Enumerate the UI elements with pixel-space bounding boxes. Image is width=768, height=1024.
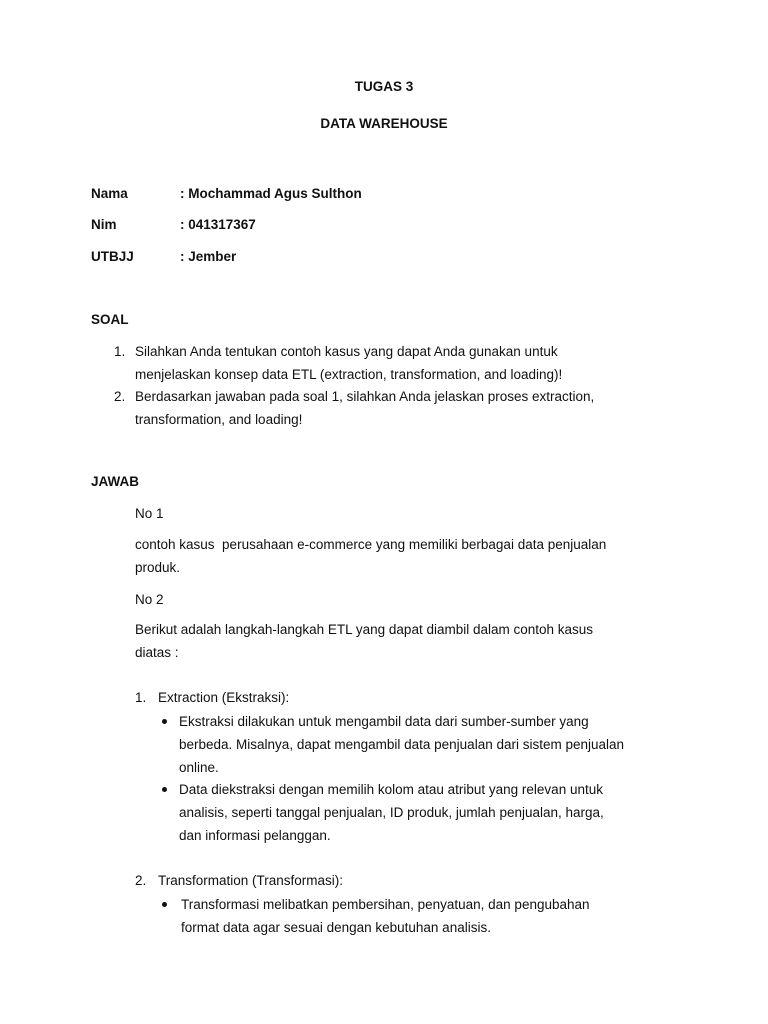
jawab-heading: JAWAB (91, 474, 140, 489)
answer-label-no2: No 2 (135, 592, 164, 607)
soal-item-number: 1. (114, 344, 126, 359)
identity-value-nim: : 041317367 (180, 217, 256, 232)
soal-item-line: Silahkan Anda tentukan contoh kasus yang dapat Anda gunakan untuk (135, 344, 558, 359)
bullet-icon (162, 787, 167, 792)
answer-no2-line: diatas : (135, 645, 179, 660)
etl-bullet-line: Ekstraksi dilakukan untuk mengambil data dari sumber-sumber yang (179, 714, 589, 729)
bullet-icon (162, 719, 167, 724)
identity-label-nama: Nama (91, 186, 128, 201)
etl-bullet-line: berbeda. Misalnya, dapat mengambil data penjualan dari sistem penjualan (179, 737, 625, 752)
etl-step-number: 1. (135, 690, 147, 705)
soal-item-line: transformation, and loading! (135, 412, 303, 427)
identity-value-nama: : Mochammad Agus Sulthon (180, 186, 362, 201)
etl-step-number: 2. (135, 873, 147, 888)
etl-bullet-line: online. (179, 760, 219, 775)
answer-no1-line: produk. (135, 560, 181, 575)
soal-heading: SOAL (91, 312, 129, 327)
identity-label-utbjj: UTBJJ (91, 249, 134, 264)
identity-label-nim: Nim (91, 217, 117, 232)
soal-item-line: menjelaskan konsep data ETL (extraction, transformation, and loading)! (135, 367, 563, 382)
etl-bullet-line: dan informasi pelanggan. (179, 828, 331, 843)
etl-bullet-line: analisis, seperti tanggal penjualan, ID produk, jumlah penjualan, harga, (179, 805, 604, 820)
answer-label-no1: No 1 (135, 506, 164, 521)
etl-step-title: Extraction (Ekstraksi): (158, 690, 290, 705)
etl-step-title: Transformation (Transformasi): (158, 873, 344, 888)
etl-bullet-line: Data diekstraksi dengan memilih kolom atau atribut yang relevan untuk (179, 782, 603, 797)
etl-bullet-line: Transformasi melibatkan pembersihan, penyatuan, dan pengubahan (181, 897, 590, 912)
bullet-icon (162, 902, 167, 907)
soal-item-line: Berdasarkan jawaban pada soal 1, silahkan Anda jelaskan proses extraction, (135, 389, 595, 404)
document-title: TUGAS 3 (354, 79, 414, 94)
document-subtitle: DATA WAREHOUSE (320, 116, 448, 131)
etl-bullet-line: format data agar sesuai dengan kebutuhan analisis. (181, 920, 491, 935)
answer-no1-line: contoh kasus perusahaan e-commerce yang memiliki berbagai data penjualan (135, 537, 607, 552)
answer-no2-line: Berikut adalah langkah-langkah ETL yang dapat diambil dalam contoh kasus (135, 622, 594, 637)
identity-value-utbjj: : Jember (180, 249, 237, 264)
soal-item-number: 2. (114, 389, 126, 404)
